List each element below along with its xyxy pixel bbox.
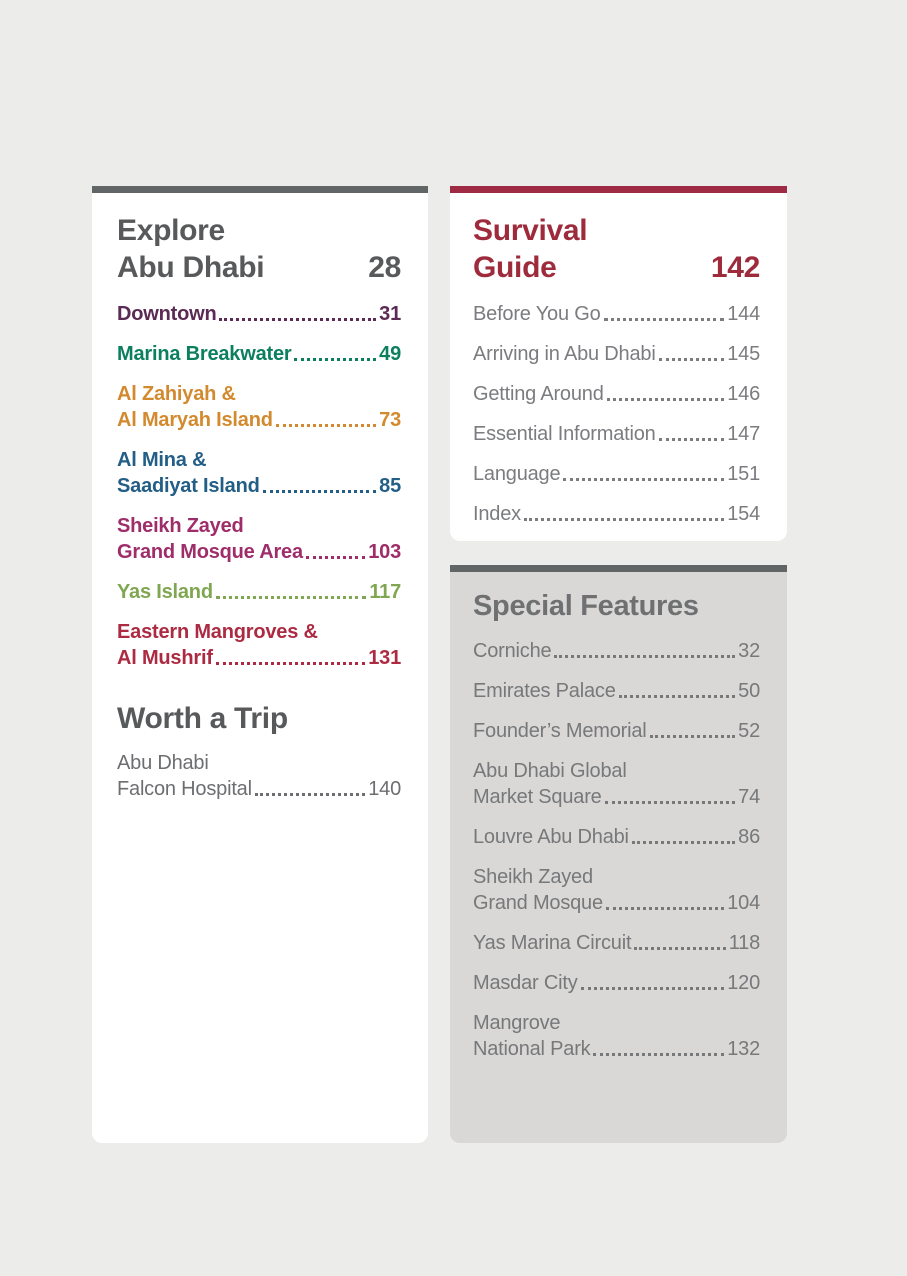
dot-leader: [659, 438, 725, 441]
toc-item-corniche[interactable]: Corniche 32: [473, 640, 760, 662]
page-number: 132: [727, 1038, 760, 1060]
page-number: 50: [738, 680, 760, 702]
dot-leader: [255, 793, 365, 796]
explore-title-line2: Abu Dhabi: [117, 251, 265, 284]
toc-item-mangrove-park[interactable]: Mangrove National Park 132: [473, 1012, 760, 1060]
page-number: 85: [379, 475, 401, 497]
explore-section: [92, 186, 428, 1143]
page-number: 140: [368, 778, 401, 800]
dot-leader: [581, 987, 725, 990]
dot-leader: [659, 358, 725, 361]
toc-item-language[interactable]: Language 151: [473, 463, 760, 485]
dot-leader: [607, 398, 725, 401]
special-features-title: Special Features: [473, 590, 699, 622]
dot-leader: [604, 318, 725, 321]
dot-leader: [263, 490, 377, 493]
toc-item-essential-information[interactable]: Essential Information 147: [473, 423, 760, 445]
page-number: 49: [379, 343, 401, 365]
survival-guide-section: [450, 186, 787, 541]
toc-item-index[interactable]: Index 154: [473, 503, 760, 525]
dot-leader: [294, 358, 376, 361]
page-number: 144: [727, 303, 760, 325]
page-number: 151: [727, 463, 760, 485]
toc-item-sheikh-zayed-area[interactable]: Sheikh Zayed Grand Mosque Area 103: [117, 515, 401, 563]
dot-leader: [632, 841, 735, 844]
survival-top-bar: [450, 186, 787, 193]
dot-leader: [650, 735, 736, 738]
toc-item-getting-around[interactable]: Getting Around 146: [473, 383, 760, 405]
toc-item-masdar-city[interactable]: Masdar City 120: [473, 972, 760, 994]
special-features-section: [450, 565, 787, 1143]
special-top-bar: [450, 565, 787, 572]
explore-top-bar: [92, 186, 428, 193]
dot-leader: [606, 907, 724, 910]
toc-item-louvre[interactable]: Louvre Abu Dhabi 86: [473, 826, 760, 848]
explore-title: [117, 212, 401, 286]
page-number: 74: [738, 786, 760, 808]
survival-page-number: 142: [710, 251, 760, 284]
toc-item-al-mina[interactable]: Al Mina & Saadiyat Island 85: [117, 449, 401, 497]
toc-item-emirates-palace[interactable]: Emirates Palace 50: [473, 680, 760, 702]
dot-leader: [306, 556, 365, 559]
dot-leader: [605, 801, 736, 804]
page-number: 52: [738, 720, 760, 742]
page-number: 103: [368, 541, 401, 563]
dot-leader: [219, 318, 376, 321]
dot-leader: [216, 596, 366, 599]
toc-item-marina-breakwater[interactable]: Marina Breakwater 49: [117, 343, 401, 365]
survival-title: [473, 212, 760, 286]
survival-title-line2: Guide: [473, 251, 557, 284]
dot-leader: [554, 655, 735, 658]
toc-item-before-you-go[interactable]: Before You Go 144: [473, 303, 760, 325]
page-number: 154: [727, 503, 760, 525]
toc-item-yas-island[interactable]: Yas Island 117: [117, 581, 401, 603]
page-number: 32: [738, 640, 760, 662]
explore-title-line1: Explore: [117, 214, 225, 247]
page-number: 147: [727, 423, 760, 445]
page-number: 118: [728, 932, 760, 954]
dot-leader: [619, 695, 736, 698]
explore-page-number: 28: [368, 251, 401, 284]
worth-a-trip-title: Worth a Trip: [117, 702, 288, 735]
page-number: 120: [727, 972, 760, 994]
page-number: 146: [727, 383, 760, 405]
survival-title-line1: Survival: [473, 214, 588, 247]
dot-leader: [276, 424, 376, 427]
page-number: 73: [379, 409, 401, 431]
toc-item-founders-memorial[interactable]: Founder’s Memorial 52: [473, 720, 760, 742]
toc-item-arriving[interactable]: Arriving in Abu Dhabi 145: [473, 343, 760, 365]
dot-leader: [524, 518, 724, 521]
dot-leader: [216, 662, 365, 665]
toc-item-al-zahiyah[interactable]: Al Zahiyah & Al Maryah Island 73: [117, 383, 401, 431]
page-number: 117: [369, 581, 401, 603]
toc-item-downtown[interactable]: Downtown 31: [117, 303, 401, 325]
dot-leader: [563, 478, 724, 481]
dot-leader: [634, 947, 725, 950]
dot-leader: [593, 1053, 724, 1056]
page-number: 104: [727, 892, 760, 914]
toc-item-grand-mosque[interactable]: Sheikh Zayed Grand Mosque 104: [473, 866, 760, 914]
page-number: 131: [368, 647, 401, 669]
page-number: 86: [738, 826, 760, 848]
page-number: 145: [727, 343, 760, 365]
toc-item-adgm-square[interactable]: Abu Dhabi Global Market Square 74: [473, 760, 760, 808]
toc-item-eastern-mangroves[interactable]: Eastern Mangroves & Al Mushrif 131: [117, 621, 401, 669]
toc-item-falcon-hospital[interactable]: Abu Dhabi Falcon Hospital 140: [117, 752, 401, 800]
toc-item-yas-marina-circuit[interactable]: Yas Marina Circuit 118: [473, 932, 760, 954]
page-number: 31: [379, 303, 401, 325]
